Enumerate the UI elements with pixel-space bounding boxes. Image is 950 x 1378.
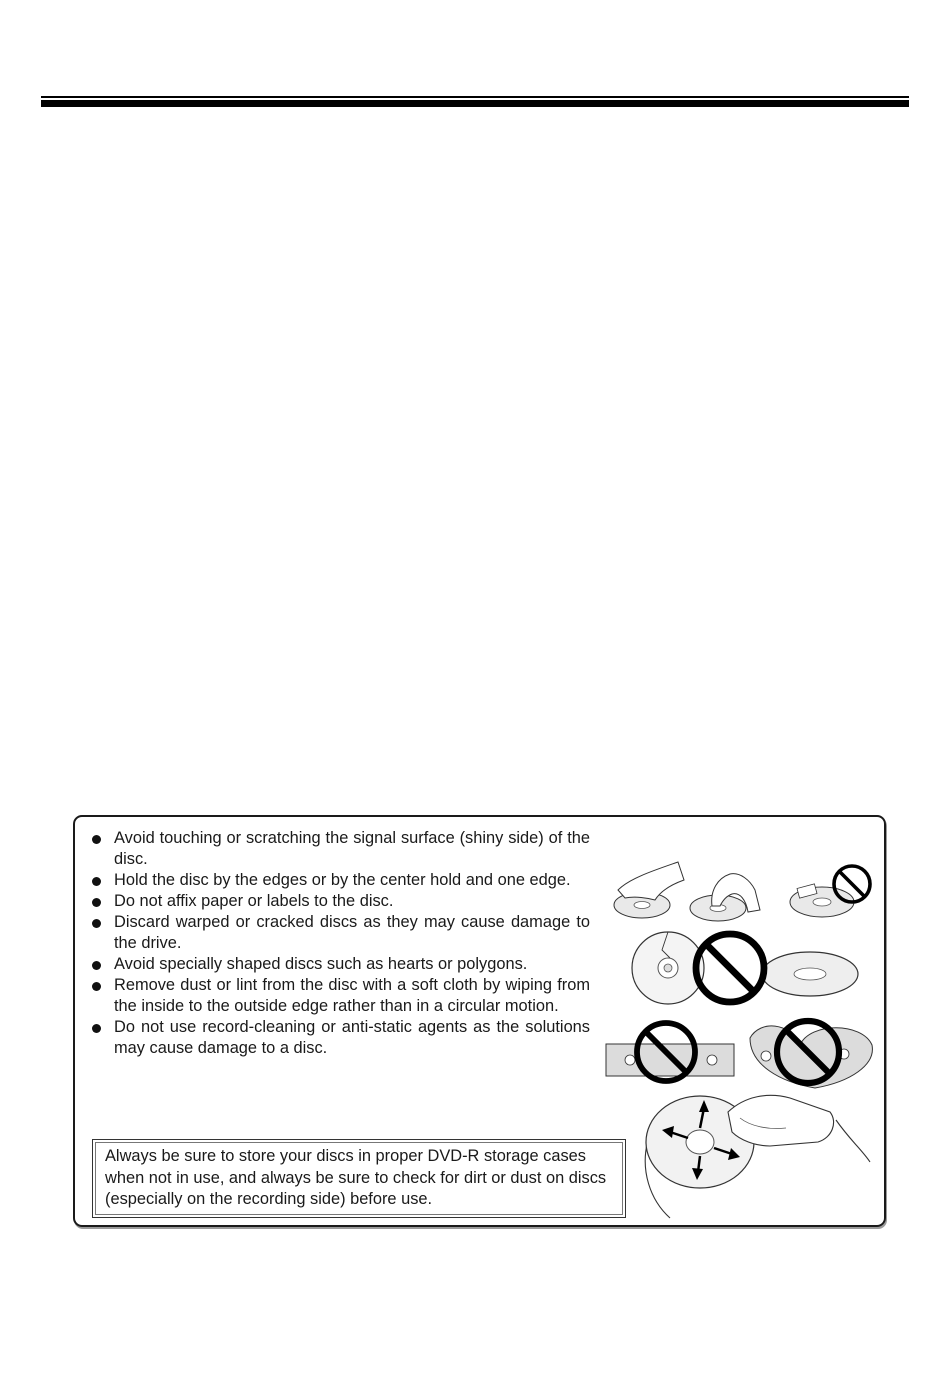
disc-handling-list — [92, 828, 590, 1059]
warped-cracked-disc-prohibited-icon — [632, 932, 858, 1004]
disc-handling-illustrations — [600, 850, 880, 1222]
bullet-icon — [92, 961, 101, 970]
bullet-text: Avoid specially shaped discs such as hearts or polygons. — [114, 955, 528, 973]
bullet-text: Do not use record-cleaning or anti-static agents as the solutions may cause damage to a disc. — [114, 1018, 590, 1057]
bullet-item — [92, 954, 590, 975]
storage-note-text: Always be sure to store your discs in proper DVD-R storage cases when not in use, and always be sure to check for dirt or dust on discs (especially on the recording side) before use. — [105, 1147, 607, 1208]
bullet-item — [92, 828, 590, 870]
header-rule-thick — [41, 100, 909, 107]
bullet-icon — [92, 982, 101, 991]
shaped-disc-prohibited-icon — [606, 1023, 734, 1081]
bullet-item — [92, 891, 590, 912]
bullet-text: Do not affix paper or labels to the disc. — [114, 892, 394, 910]
bullet-text: Remove dust or lint from the disc with a soft cloth by wiping from the inside to the outside edge rather than in a circular motion. — [114, 976, 590, 1015]
bullet-text: Avoid touching or scratching the signal surface (shiny side) of the disc. — [114, 829, 590, 868]
disc-with-label-prohibited-icon — [790, 866, 870, 917]
bullet-icon — [92, 877, 101, 886]
hand-holding-disc-center-icon — [690, 874, 760, 921]
bullet-item — [92, 870, 590, 891]
bullet-icon — [92, 1024, 101, 1033]
bullet-item — [92, 975, 590, 1017]
hand-holding-disc-edge-icon — [614, 862, 684, 918]
heart-disc-prohibited-icon — [750, 1021, 872, 1088]
bullet-text: Hold the disc by the edges or by the center hold and one edge. — [114, 871, 571, 889]
header-rule-thin — [41, 96, 909, 98]
bullet-text: Discard warped or cracked discs as they may cause damage to the drive. — [114, 913, 590, 952]
bullet-item — [92, 1017, 590, 1059]
bullet-item — [92, 912, 590, 954]
bullet-icon — [92, 898, 101, 907]
bullet-icon — [92, 919, 101, 928]
bullet-icon — [92, 835, 101, 844]
wiping-disc-with-cloth-icon — [645, 1095, 870, 1218]
storage-note-box — [92, 1139, 626, 1218]
header-rule — [41, 96, 909, 107]
